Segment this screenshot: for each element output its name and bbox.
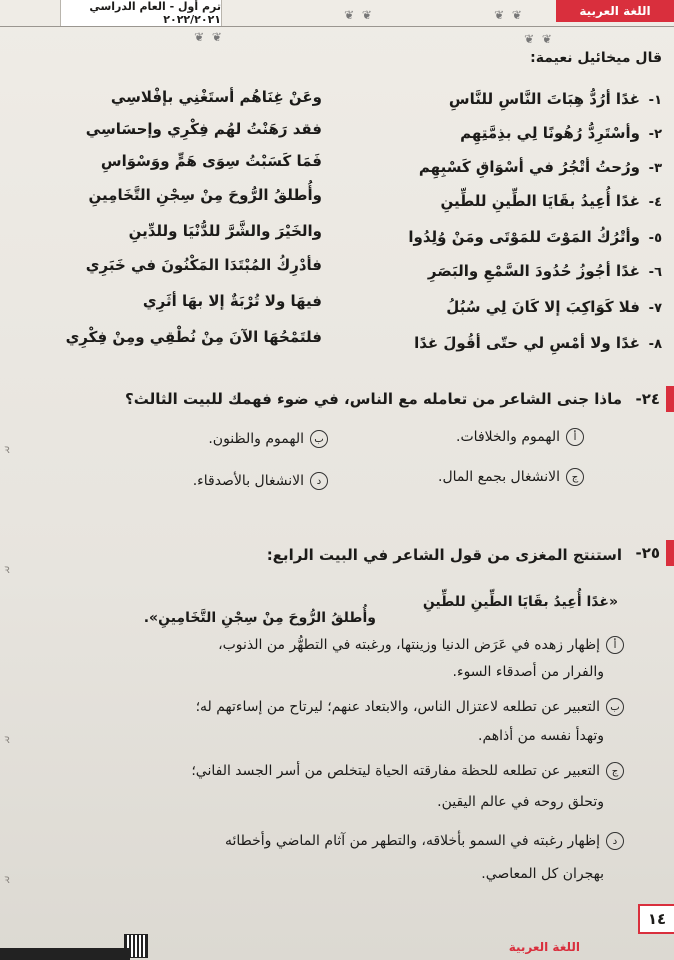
- option-text: إظهار رغبته في السمو بأخلاقه، والتطهر من آثام الماضي وأخطائه: [224, 833, 600, 849]
- verse-number: ٤-: [648, 195, 662, 210]
- verse-second-hemistich: فأدْرِكُ المُبْتَدَا المَكْنُونَ في خَبَرِي: [85, 256, 322, 274]
- question-number: ٢٥-: [635, 544, 660, 562]
- question-marker: [666, 386, 674, 412]
- answer-option[interactable]: [438, 468, 584, 486]
- verse-number: ٦-: [648, 265, 662, 280]
- option-text: إظهار زهده في عَرَض الدنيا وزينتها، ورغبته في التطهُّر من الذنوب،: [218, 637, 600, 653]
- option-text: التعبير عن تطلعه للحظة مفارقته الحياة ليتخلص من أسر الجسد الفاني؛: [191, 763, 600, 779]
- quoted-verse-second: وأُطلقُ الرُّوحَ مِنْ سِجْنِ التَّخَامِينِ».: [143, 610, 376, 626]
- option-letter: د: [606, 832, 624, 850]
- margin-ornament-icon: ꝛ: [4, 872, 10, 886]
- answer-option[interactable]: [196, 698, 624, 716]
- option-text: الانشغال بالأصدقاء.: [192, 473, 304, 489]
- option-letter: د: [310, 472, 328, 490]
- verse-second-hemistich: وأُطلقُ الرُّوحَ مِنْ سِجْنِ التَّخَامِينِ: [88, 186, 322, 204]
- verse-number: ٨-: [648, 337, 662, 352]
- margin-ornament-icon: ꝛ: [4, 562, 10, 576]
- answer-option[interactable]: [225, 832, 624, 850]
- option-text: الهموم والخلافات.: [456, 429, 560, 445]
- verse-second-hemistich: فلتَمْحُهَا الآنَ مِنْ نُطْقِي ومِنْ فِكْرِي: [65, 328, 322, 346]
- verse-second-hemistich: والخَيْرَ والشَّرَّ للدُّنْيَا وللدِّينِ: [128, 222, 322, 240]
- subject-tab: اللغة العربية: [556, 0, 674, 22]
- verse-first-hemistich: ٦-غدًا أجُوزُ حُدُودَ السَّمْعِ والبَصَرِ: [427, 262, 662, 280]
- answer-option[interactable]: [456, 428, 584, 446]
- footer-subject: اللغة العربية: [508, 940, 580, 954]
- publisher-bar: [0, 948, 130, 960]
- option-letter: ب: [606, 698, 624, 716]
- verse-first-hemistich: ٨-غدًا ولا أمْسِ لي حتّى أقُولَ غدًا: [414, 334, 662, 352]
- verse-first-hemistich: ٣-ورُحتُ أتْجُرُ في أسْوَاقِ كَسْبِهِم: [418, 158, 662, 176]
- verse-first-hemistich: ٥-وأتْرُكُ المَوْتَ للمَوْتَى ومَنْ وُلِدُوا: [408, 228, 662, 246]
- ornament-icon: ❦ ❦: [524, 32, 554, 46]
- verse-first-hemistich: ٧-فلا كَوَاكِبَ إلا كَانَ لِي سُبُلُ: [446, 298, 662, 316]
- verse-first-hemistich: ٤-غدًا أُعِيدُ بقَايَا الطِّينِ للطِّينِ: [440, 192, 662, 210]
- verse-second-hemistich: فَمَا كَسَبْتُ سِوَى هَمٍّ ووَسْوَاسِ: [100, 152, 322, 170]
- option-text: الهموم والظنون.: [208, 431, 304, 447]
- page-number: ١٤: [638, 904, 674, 934]
- option-text-continued: والفرار من أصدقاء السوء.: [452, 664, 604, 680]
- header-divider: [0, 26, 674, 27]
- verse-first-hemistich: ١-غدًا أرُدُّ هِبَاتَ النَّاسِ للنَّاسِ: [448, 90, 662, 108]
- poem-intro: قال ميخائيل نعيمة:: [530, 50, 662, 66]
- option-text: التعبير عن تطلعه لاعتزال الناس، والابتعاد عنهم؛ ليرتاح من إساءتهم له؛: [195, 699, 600, 715]
- option-letter: ج: [606, 762, 624, 780]
- answer-option[interactable]: [218, 636, 624, 654]
- verse-second-hemistich: فيهَا ولا تُرْبَةٌ إلا بهَا أثَرِي: [142, 292, 322, 310]
- quoted-verse-first: «غدًا أُعِيدُ بقَايَا الطِّينِ للطِّينِ: [422, 594, 618, 610]
- verse-number: ٣-: [648, 161, 662, 176]
- page-header: [0, 0, 674, 46]
- verse-number: ٥-: [648, 231, 662, 246]
- option-text: الانشغال بجمع المال.: [438, 469, 560, 485]
- option-text-continued: بهجران كل المعاصي.: [481, 866, 604, 882]
- option-letter: ج: [566, 468, 584, 486]
- option-letter: أ: [606, 636, 624, 654]
- question-marker: [666, 540, 674, 566]
- verse-first-hemistich: ٢-وأسْتَرِدُّ رُهُونًا لِي بذِمَّتِهِم: [460, 124, 662, 142]
- ornament-icon: ❦ ❦: [494, 8, 524, 22]
- option-text-continued: وتهدأ نفسه من أذاهم.: [478, 728, 604, 744]
- answer-option[interactable]: [193, 472, 328, 490]
- option-letter: ب: [310, 430, 328, 448]
- answer-option[interactable]: [191, 762, 624, 780]
- option-text-continued: وتحلق روحه في عالم اليقين.: [437, 794, 604, 810]
- ornament-icon: ❦ ❦: [344, 8, 374, 22]
- verse-number: ٧-: [648, 301, 662, 316]
- question-text: ماذا جنى الشاعر من تعامله مع الناس، في ضوء فهمك للبيت الثالث؟: [125, 390, 622, 408]
- question-text: استنتج المغزى من قول الشاعر في البيت الرابع:: [266, 546, 622, 564]
- ornament-icon: ❦ ❦: [194, 30, 224, 44]
- option-letter: أ: [566, 428, 584, 446]
- verse-second-hemistich: فقد رَهَنْتُ لهُم فِكْرِي وإحسَاسِي: [85, 120, 322, 138]
- margin-ornament-icon: ꝛ: [4, 732, 10, 746]
- margin-ornament-icon: ꝛ: [4, 442, 10, 456]
- answer-option[interactable]: [208, 430, 328, 448]
- verse-number: ٢-: [648, 127, 662, 142]
- term-tab: ترم أول - العام الدراسي ٢٠٢٢/٢٠٢١: [60, 0, 222, 27]
- verse-number: ١-: [648, 93, 662, 108]
- verse-second-hemistich: وعَنْ غِنَاهُم أستَغْنِي بإفْلاسِي: [110, 88, 322, 106]
- question-number: ٢٤-: [635, 390, 660, 408]
